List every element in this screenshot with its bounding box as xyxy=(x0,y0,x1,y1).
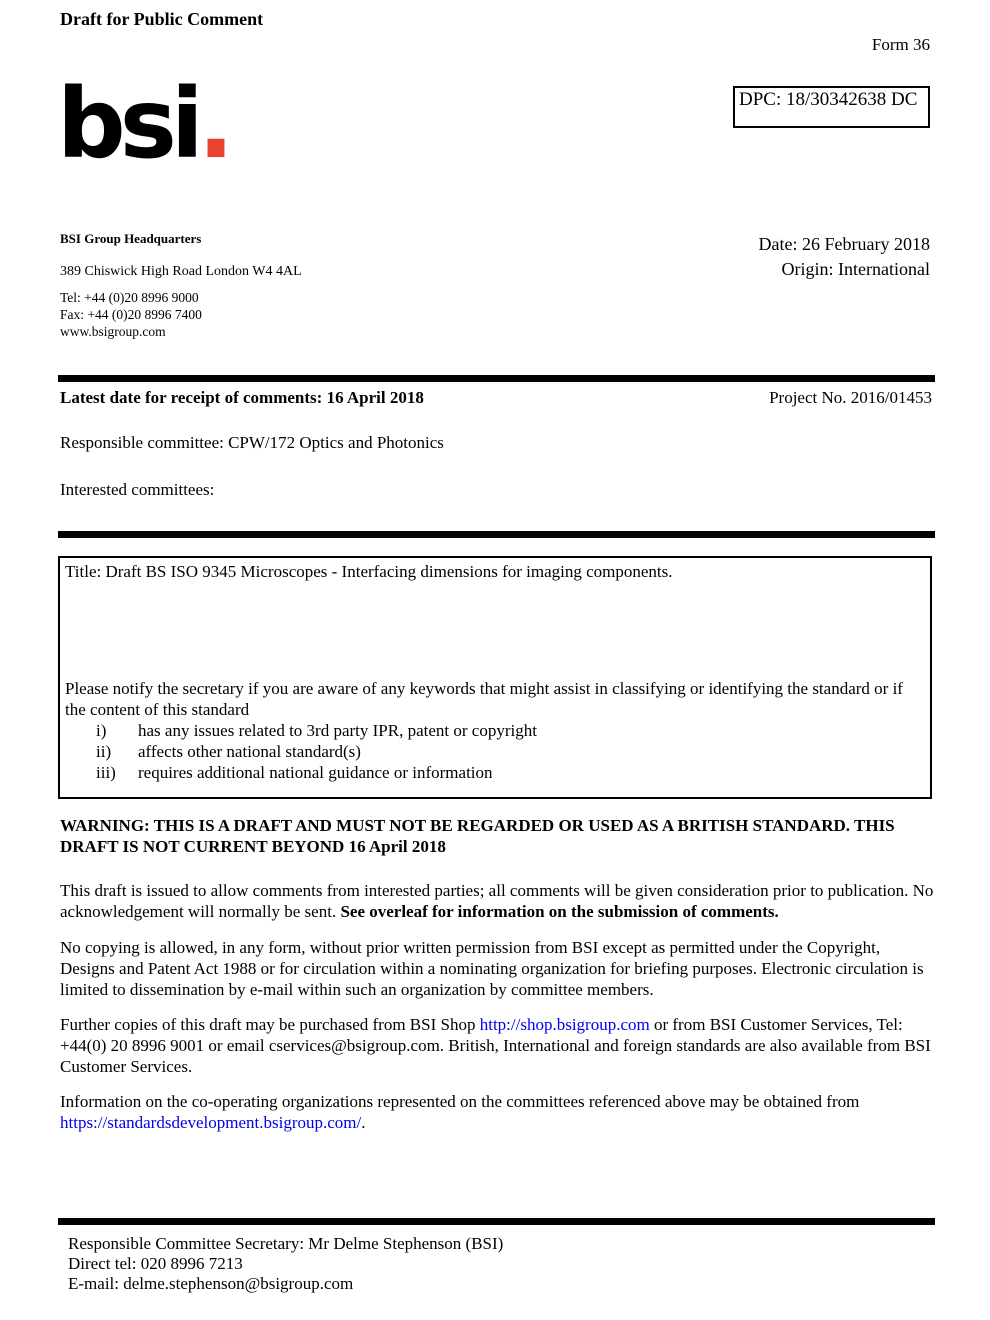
keyword-item-iii-marker: iii) xyxy=(96,763,116,782)
draft-for-public-comment-label: Draft for Public Comment xyxy=(60,9,264,29)
divider-rule-bottom xyxy=(58,1218,935,1225)
bsi-logo xyxy=(57,68,235,180)
hq-fax: Fax: +44 (0)20 8996 7400 xyxy=(60,307,202,322)
cooperating-orgs-text: Information on the co-operating organizations represented on the committees referenced above may be obtained from xyxy=(60,1092,860,1111)
footer-email: E-mail: delme.stephenson@bsigroup.com xyxy=(68,1274,354,1293)
keyword-item-i xyxy=(65,720,925,741)
bsi-logo-dot: . xyxy=(197,68,235,180)
keyword-item-ii-marker: ii) xyxy=(96,742,112,761)
warning-text: WARNING: THIS IS A DRAFT AND MUST NOT BE REGARDED OR USED AS A BRITISH STANDARD. THIS DRAFT IS NOT CURRENT BEYOND 16 April 2018 xyxy=(60,816,895,856)
bsi-logo-text: bsi xyxy=(57,68,198,180)
date-origin-block xyxy=(759,232,930,282)
dpc-number: DPC: 18/30342638 DC xyxy=(739,89,918,110)
latest-date-label: Latest date for receipt of comments: 16 April 2018 xyxy=(60,388,424,407)
contact-block xyxy=(60,231,302,340)
standards-development-link[interactable]: https://standardsdevelopment.bsigroup.com/ xyxy=(60,1112,362,1132)
further-copies-paragraph xyxy=(60,1015,934,1077)
date-line: Date: 26 February 2018 xyxy=(758,234,930,254)
cooperating-orgs-period: . xyxy=(361,1112,366,1132)
committee-secretary: Responsible Committee Secretary: Mr Delme Stephenson (BSI) xyxy=(68,1234,504,1253)
latest-date-row xyxy=(60,388,932,408)
see-overleaf-text: See overleaf for information on the submission of comments. xyxy=(340,901,779,921)
no-copying-paragraph: No copying is allowed, in any form, without prior written permission from BSI except as permitted under the Copyright, Designs and Patent Act 1988 or for circulation within a nominating organization for briefing purposes. Electronic circulation is limited to dissemination by e-mail within such an organization by committee members. xyxy=(60,938,924,999)
keyword-item-ii xyxy=(65,741,925,762)
keyword-item-iii xyxy=(65,762,925,783)
notify-text: Please notify the secretary if you are aware of any keywords that might assist in classifying or identifying the standard or if the content of this standard xyxy=(65,679,903,719)
hq-name: BSI Group Headquarters xyxy=(60,231,202,246)
origin-line: Origin: International xyxy=(781,259,930,279)
interested-committees: Interested committees: xyxy=(60,480,215,499)
keyword-item-i-marker: i) xyxy=(96,721,107,740)
direct-tel: Direct tel: 020 8996 7213 xyxy=(68,1254,243,1273)
further-copies-text-pre: Further copies of this draft may be purchased from BSI Shop xyxy=(60,1015,480,1034)
draft-issued-paragraph xyxy=(60,881,934,923)
further-copies-text-post: or from BSI Customer Services, Tel: +44(0) 20 8996 9001 or email cservices@bsigroup.com. British, International and foreign standards are also available from BSI Customer Services. xyxy=(60,1015,931,1076)
divider-rule-top xyxy=(58,375,935,382)
divider-rule-middle xyxy=(58,531,935,538)
keyword-item-iii-text: requires additional national guidance or information xyxy=(138,763,493,782)
hq-website: www.bsigroup.com xyxy=(60,324,166,339)
keyword-item-i-text: has any issues related to 3rd party IPR, patent or copyright xyxy=(138,721,537,740)
keyword-item-ii-text: affects other national standard(s) xyxy=(138,742,361,761)
project-number: Project No. 2016/01453 xyxy=(769,388,932,407)
hq-tel: Tel: +44 (0)20 8996 9000 xyxy=(60,290,199,305)
hq-address: 389 Chiswick High Road London W4 4AL xyxy=(60,264,302,279)
footer-block xyxy=(68,1234,503,1294)
title-box xyxy=(58,556,932,799)
responsible-committee: Responsible committee: CPW/172 Optics and Photonics xyxy=(60,433,444,452)
standard-title: Title: Draft BS ISO 9345 Microscopes - Interfacing dimensions for imaging components. xyxy=(65,562,673,581)
draft-issued-text: This draft is issued to allow comments from interested parties; all comments will be given consideration prior to publication. No acknowledgement will normally be sent. xyxy=(60,881,934,921)
cooperating-orgs-paragraph xyxy=(60,1092,934,1134)
form-number: Form 36 xyxy=(871,35,930,54)
dpc-number-box xyxy=(733,86,930,128)
bsi-shop-link[interactable]: http://shop.bsigroup.com xyxy=(479,1015,650,1034)
